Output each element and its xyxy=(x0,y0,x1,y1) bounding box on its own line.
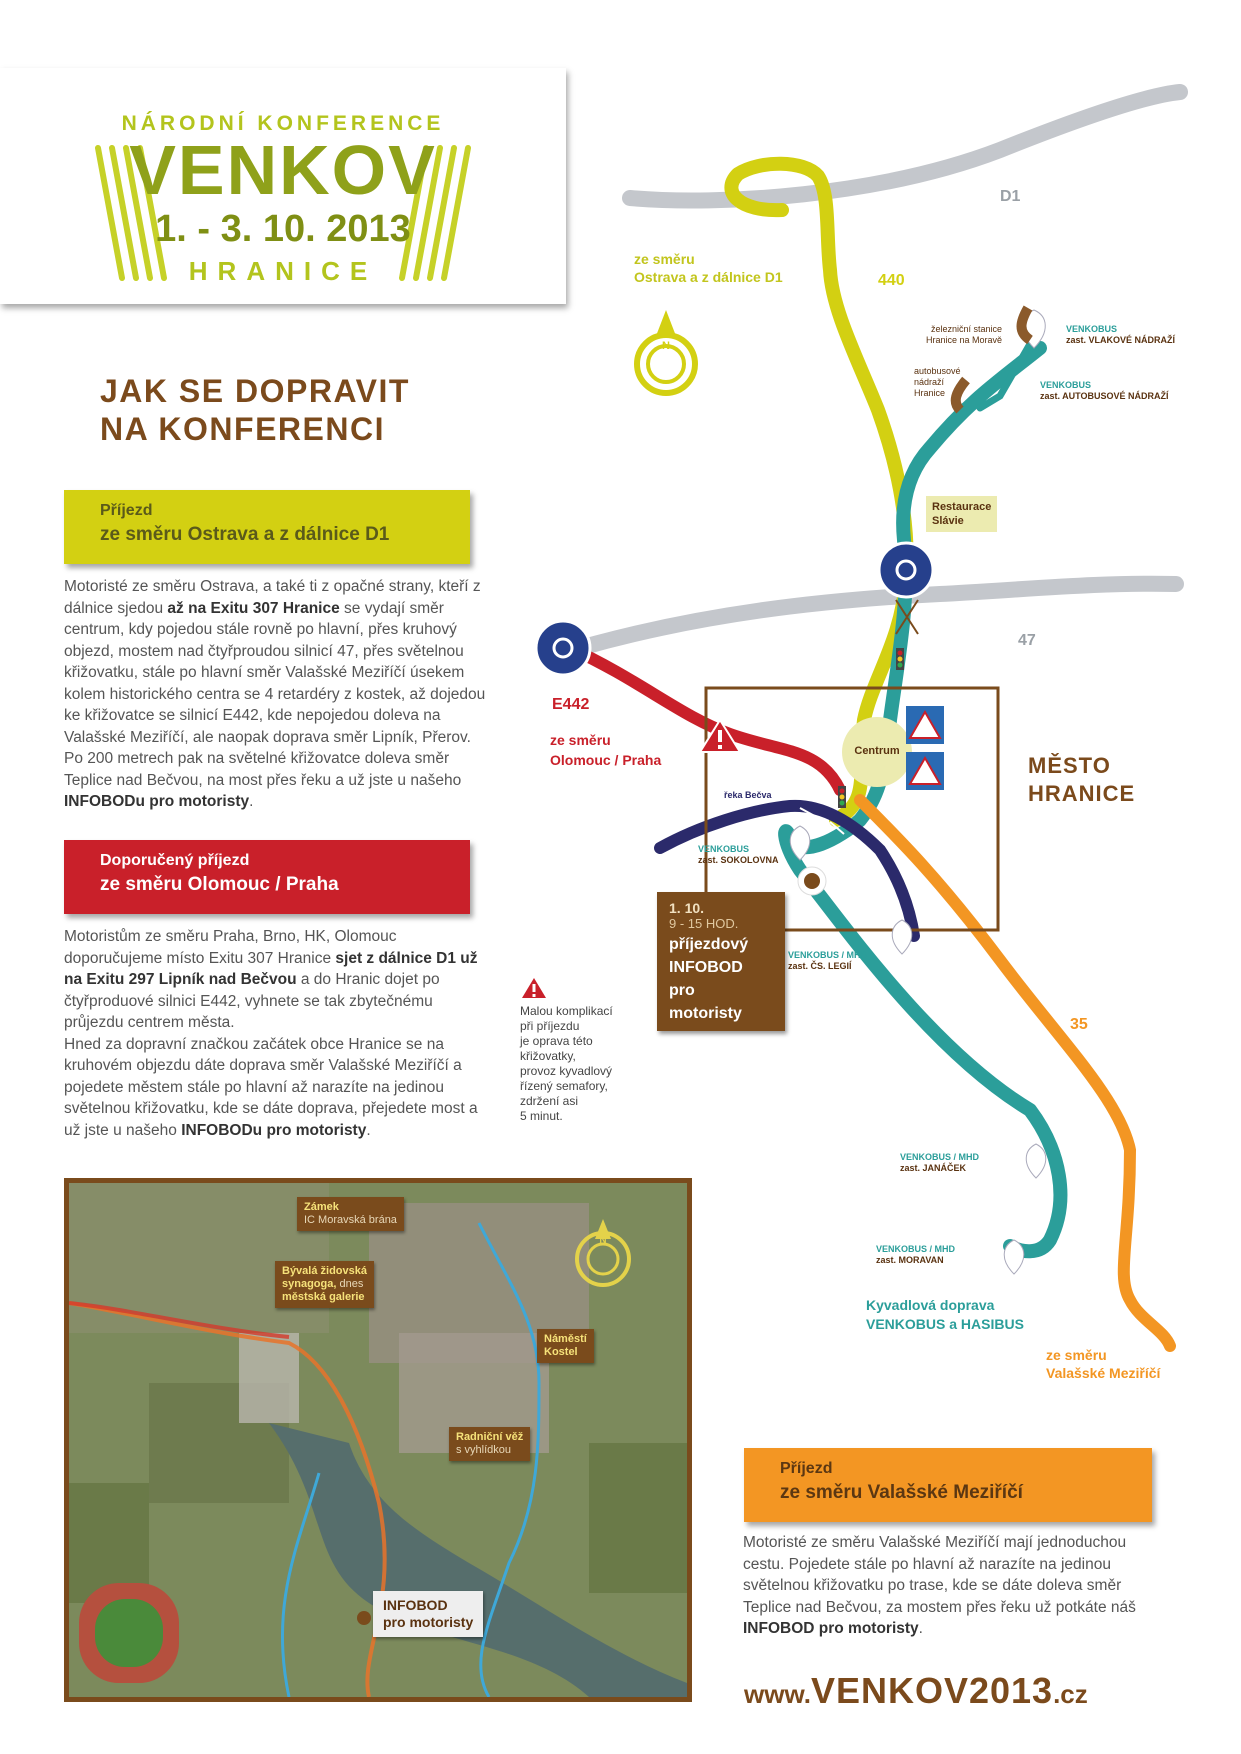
text-part: Motoristé ze směru Ostrava, a také ti z opačné strany, kteří z dálnice sjedou xyxy=(64,578,481,617)
label-line: ze směru xyxy=(634,251,695,267)
text-part: . xyxy=(918,1620,923,1637)
road-label-35: 35 xyxy=(1070,1016,1088,1033)
label-line: zast. SOKOLOVNA xyxy=(698,855,779,865)
bus-stop-pin-icon xyxy=(1026,1144,1046,1178)
photo-compass-label: N xyxy=(599,1235,607,1246)
logo-city: HRANICE xyxy=(188,256,378,286)
section-label: Příjezd xyxy=(100,502,153,519)
tag-line: dnes xyxy=(336,1278,364,1290)
tag-line: městská galerie xyxy=(282,1291,365,1303)
tag-namesti xyxy=(537,1329,594,1363)
page-title-line-2: NA KONFERENCI xyxy=(100,411,385,447)
restaurace-label xyxy=(926,496,997,532)
label-line: Hranice xyxy=(914,388,946,398)
road-label-440: 440 xyxy=(878,272,905,289)
logo-date: 1. - 3. 10. 2013 xyxy=(155,208,411,250)
text-part: Motoristům ze směru Praha, Brno, HK, Olomouc doporučujeme místo Exitu 307 Hranice xyxy=(64,928,397,967)
section-label: Doporučený příjezd xyxy=(100,852,250,869)
text-emphasis: až na Exitu 307 Hranice xyxy=(167,599,340,617)
tag-line: INFOBOD xyxy=(383,1597,448,1613)
road-label-47: 47 xyxy=(1018,632,1036,649)
infobod-time: 9 - 15 HOD. xyxy=(669,916,739,931)
label-line: VENKOBUS / MHD xyxy=(900,1152,980,1162)
page-title-line-1: JAK SE DOPRAVIT xyxy=(100,373,410,409)
text-emphasis: sjet z dálnice D1 už na Exitu 297 Lipník nad Bečvou xyxy=(64,949,478,988)
photo-infobod-marker xyxy=(357,1611,371,1625)
text-part: Hned za dopravní značkou začátek obce Hranice se na kruhovém objezdu dáte doprava směr Valašské Meziříčí a pojedete městem stále po hlavní až narazíte na jedinou světelnou křižovatku, kde se dáte doprava, přejedete most a už jste u našeho xyxy=(64,1035,478,1139)
label-line: VENKOBUS / MHD xyxy=(788,950,868,960)
stop-janacek-label xyxy=(900,1152,979,1174)
text-part: . xyxy=(366,1121,371,1139)
label-line: zast. ČS. LEGIÍ xyxy=(788,961,852,971)
text-part: . xyxy=(249,793,254,810)
tag-line: Bývalá židovská xyxy=(282,1265,367,1277)
infobod-line: příjezdový xyxy=(669,936,749,953)
tag-radnicni xyxy=(449,1427,530,1461)
section-title: ze směru Valašské Meziříčí xyxy=(780,1482,1023,1503)
tag-line: pro motoristy xyxy=(383,1614,474,1630)
label-line: VENKOBUS / MHD xyxy=(876,1244,956,1254)
stop-moravan-label xyxy=(876,1244,955,1266)
logo-subtitle: NÁRODNÍ KONFERENCE xyxy=(121,112,445,135)
compass-needle xyxy=(656,310,676,336)
route-venkobus xyxy=(785,348,1060,1251)
from-valmez-label xyxy=(1046,1346,1160,1382)
label-line: zast. JANÁČEK xyxy=(900,1163,967,1173)
road-47 xyxy=(580,584,1176,648)
infobod-line: motoristy xyxy=(669,1005,742,1022)
tag-line: Radniční věž xyxy=(456,1431,524,1443)
roundabout-icon xyxy=(536,621,590,675)
traffic-light-icon xyxy=(896,648,904,670)
tag-line: Kostel xyxy=(544,1346,578,1358)
from-ostrava-label xyxy=(634,250,783,286)
tag-line: IC Moravská brána xyxy=(304,1214,397,1226)
infobod-line: INFOBOD xyxy=(669,959,743,976)
from-olomouc-label xyxy=(550,730,661,770)
warning-line: při příjezdu xyxy=(520,1019,580,1033)
label-line: Valašské Meziříčí xyxy=(1046,1365,1161,1381)
compass-label: N xyxy=(662,340,670,352)
section-title: ze směru Ostrava a z dálnice D1 xyxy=(100,524,390,545)
warning-line: Malou komplikací xyxy=(520,1004,613,1018)
tag-line: Náměstí xyxy=(544,1333,587,1345)
label-line: železniční stanice xyxy=(931,324,1003,334)
stop-legii-label xyxy=(788,950,867,972)
centrum-label: Centrum xyxy=(854,745,900,757)
warning-line: křižovatky, xyxy=(520,1049,576,1063)
url-prefix: www. xyxy=(744,1679,811,1709)
warning-icon xyxy=(522,978,546,998)
warning-note xyxy=(520,1004,613,1124)
label-line: MĚSTO xyxy=(1028,753,1111,778)
section-label: Příjezd xyxy=(780,1460,833,1477)
warning-line: provoz kyvadlový xyxy=(520,1064,613,1078)
label-line: Hranice na Moravě xyxy=(926,335,1003,345)
infobod-box xyxy=(657,892,785,1031)
label-line: VENKOBUS xyxy=(1040,380,1092,390)
infobod-date: 1. 10. xyxy=(669,900,705,916)
label-line: Olomouc / Praha xyxy=(550,752,662,768)
warning-line: 5 minut. xyxy=(520,1109,563,1123)
stop-vlakove-label xyxy=(1066,324,1175,346)
roundabout-icon xyxy=(879,543,933,597)
warning-line: je oprava této xyxy=(520,1034,593,1048)
tag-infobod xyxy=(373,1591,483,1637)
text-part: se vydají směr centrum, kdy pojedou stále rovně po hlavní, přes kruhový objezd, mostem nad čtyřproudou silnicí 47, přes světelnou křižovatku, stále po hlavní směr Valašské Meziříčí úsekem kolem historického centra se 4 retardéry z kostek, až dojedou ke křižovatce se silnicí E442, kde nepojedou doleva na Valašské Meziříčí, ale naopak doprava směr Lipník, Přerov. Po 200 metrech pak na světelné křižovatce doleva směr Teplice nad Bečvou, na most přes řeku a už jste u našeho xyxy=(64,599,486,789)
stop-sokolovna-label xyxy=(698,844,779,866)
label-line: Restaurace xyxy=(932,501,992,513)
bus-station-label xyxy=(914,366,961,399)
label-line: Slávie xyxy=(932,515,964,527)
label-line: VENKOBUS a HASIBUS xyxy=(866,1316,1024,1332)
label-line: HRANICE xyxy=(1028,781,1136,806)
tag-line: synagoga, xyxy=(282,1278,337,1290)
shuttle-label xyxy=(866,1296,1024,1334)
warning-line: zdržení asi xyxy=(520,1094,579,1108)
label-line: zast. AUTOBUSOVÉ NÁDRAŽÍ xyxy=(1040,391,1169,401)
tag-line: s vyhlídkou xyxy=(456,1444,512,1456)
tag-line: Zámek xyxy=(304,1201,339,1213)
stop-autobusove-label xyxy=(1040,380,1169,402)
bus-stop-pin-icon xyxy=(892,920,912,954)
road-label-e442: E442 xyxy=(552,696,590,713)
label-line: ze směru xyxy=(1046,1347,1107,1363)
text-part: Motoristé ze směru Valašské Meziříčí mají jednoduchou cestu. Pojedete stále po hlavní až narazíte na jedinou světelnou křižovatku po trase, kde se dáte doleva směr Teplice nad Bečvou, za mostem přes řeku už potkáte náš xyxy=(743,1534,1136,1616)
infobod-line: pro xyxy=(669,982,695,999)
train-station-label xyxy=(926,324,1002,346)
speed-bump-sign-icon xyxy=(906,706,944,744)
label-line: Ostrava a z dálnice D1 xyxy=(634,269,783,285)
road-d1 xyxy=(630,92,1180,200)
label-line: zast. MORAVAN xyxy=(876,1255,944,1265)
label-line: VENKOBUS xyxy=(698,844,750,854)
section-title: ze směru Olomouc / Praha xyxy=(100,874,339,895)
label-line: Kyvadlová doprava xyxy=(866,1297,995,1313)
bus-stop-pin-icon xyxy=(1004,1240,1024,1274)
url-name: VENKOV2013 xyxy=(810,1670,1054,1711)
tag-zamek xyxy=(297,1197,404,1231)
text-emphasis: INFOBODu pro motoristy xyxy=(64,793,250,810)
text-emphasis: INFOBODu pro motoristy xyxy=(181,1121,367,1139)
warning-line: řízený semafory, xyxy=(520,1079,608,1093)
road-label-d1: D1 xyxy=(1000,188,1021,205)
logo-title: VENKOV xyxy=(129,131,437,209)
tag-synagoga xyxy=(275,1261,374,1308)
text-emphasis: INFOBOD pro motoristy xyxy=(743,1620,919,1637)
label-line: zast. VLAKOVÉ NÁDRAŽÍ xyxy=(1066,335,1176,345)
speed-bump-sign-icon xyxy=(906,752,944,790)
text-part: a do Hranic dojet po čtyřproduové silnici E442, vyhnete se tak zbytečnému průjezdu centrem města. xyxy=(64,971,440,1031)
city-label xyxy=(1028,752,1135,808)
aerial-photo-map xyxy=(64,1178,692,1702)
label-line: VENKOBUS xyxy=(1066,324,1118,334)
label-line: ze směru xyxy=(550,732,611,748)
traffic-light-icon xyxy=(838,786,846,808)
url-suffix: .cz xyxy=(1053,1679,1088,1709)
infobod-marker-dot xyxy=(804,873,820,889)
label-line: nádraží xyxy=(914,377,945,387)
river-label: řeka Bečva xyxy=(724,790,772,800)
label-line: autobusové xyxy=(914,366,961,376)
